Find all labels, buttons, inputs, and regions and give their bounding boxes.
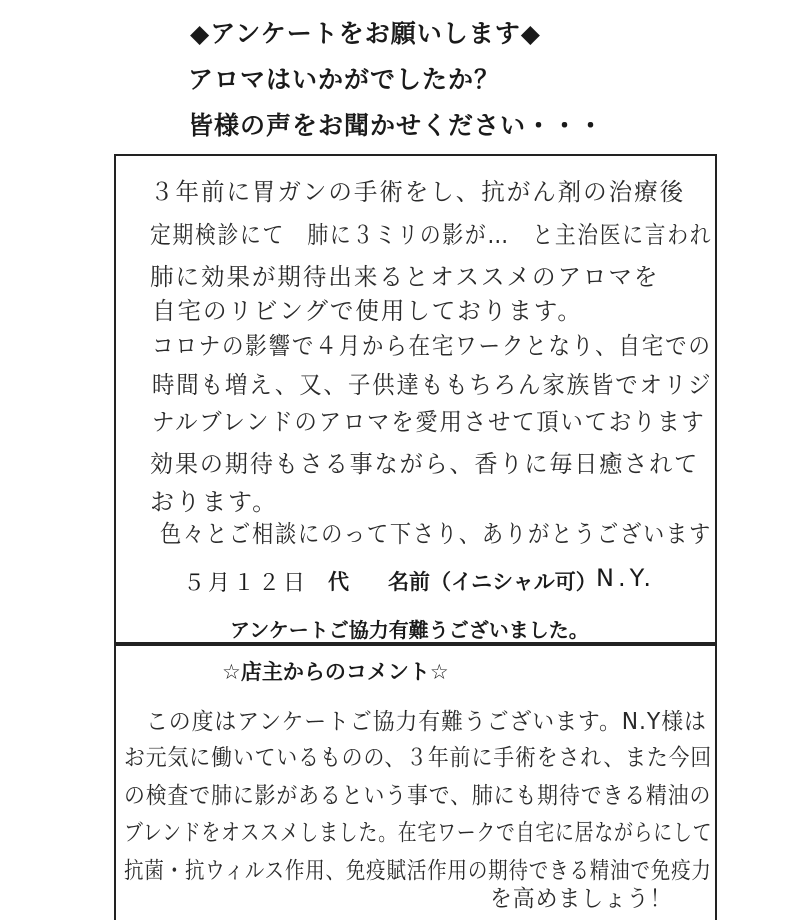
survey-line: 色々とご相談にのって下さり、ありがとうございます [160, 520, 713, 548]
survey-date: ５月１２日 [183, 571, 309, 596]
comment-line: ブレンドをオススメしました。在宅ワークで自宅に居ながらにして [124, 820, 713, 846]
survey-line: 時間も増え、又、子供達ももちろん家族皆でオリジ [152, 371, 713, 399]
comment-line: 抗菌・抗ウィルス作用、免疫賦活作用の期待できる精油で免疫力 [124, 858, 712, 884]
header-title: ◆アンケートをお願いします◆ [190, 19, 541, 48]
survey-line: ３年前に胃ガンの手術をし、抗がん剤の治療後 [150, 178, 686, 206]
survey-line: おります。 [150, 488, 279, 516]
comment-line: この度はアンケートご協力有難うございます。N.Y様は [146, 709, 707, 735]
name-label: 名前（イニシャル可） [388, 570, 597, 594]
respondent-initials: N.Y. [596, 564, 656, 592]
survey-line: 効果の期待もさる事ながら、香りに毎日癒されて [150, 450, 700, 478]
comment-line: の検査で肺に影があるという事で、肺にも期待できる精油の [124, 783, 712, 809]
survey-line: 自宅のリビングで使用しております。 [152, 297, 583, 325]
survey-line: コロナの影響で４月から在宅ワークとなり、自宅での [152, 332, 712, 360]
comment-line: お元気に働いているものの、３年前に手術をされ、また今回 [124, 745, 713, 771]
survey-line: ナルブレンドのアロマを愛用させて頂いております [152, 408, 706, 436]
comment-title: ☆店主からのコメント☆ [222, 660, 449, 684]
comment-line: を高めましょう！ [490, 886, 673, 912]
header-question: アロマはいかがでしたか？ [188, 65, 501, 94]
age-label: 代 [328, 570, 349, 594]
header-request: 皆様の声をお聞かせください・・・ [188, 111, 605, 140]
survey-line: 肺に効果が期待出来るとオススメのアロマを [150, 263, 660, 291]
survey-line: 定期検診にて 肺に３ミリの影が… と主治医に言われ [150, 221, 713, 249]
thanks-message: アンケートご協力有難うございました。 [230, 618, 589, 642]
